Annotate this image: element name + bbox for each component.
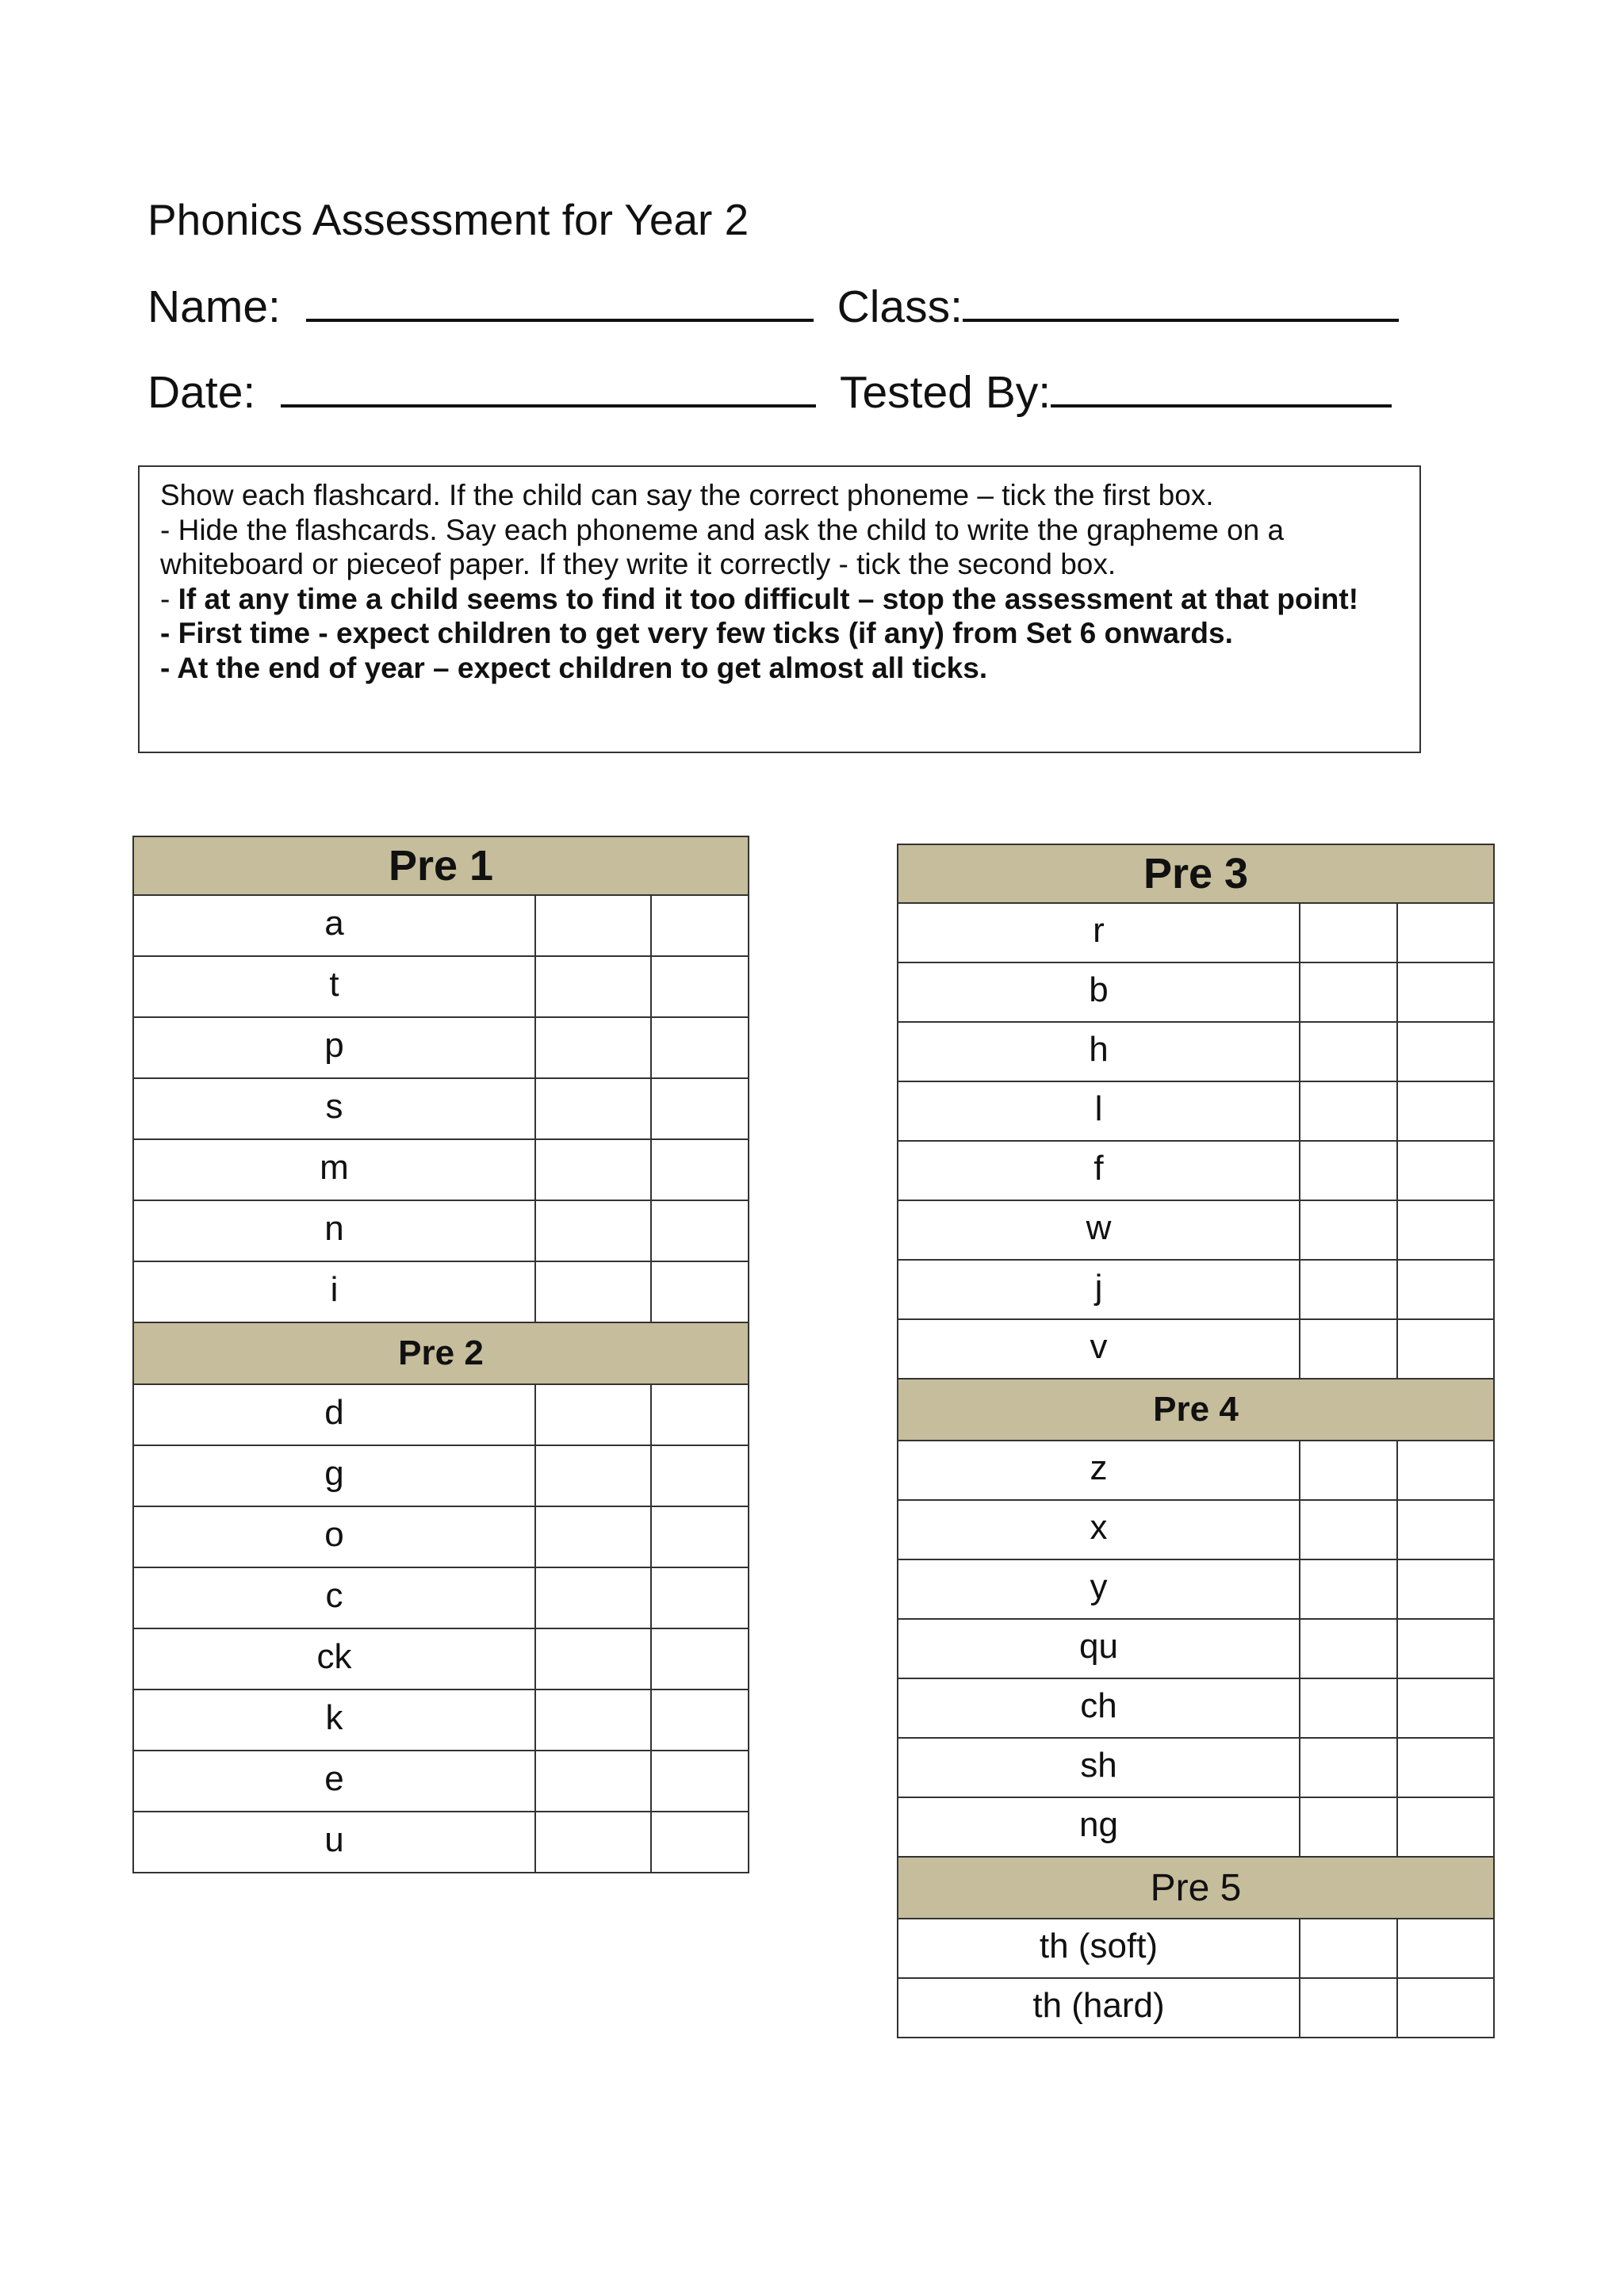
write-tick-box[interactable]	[1397, 1619, 1494, 1678]
grapheme-row	[133, 1078, 749, 1139]
grapheme-row	[133, 1751, 749, 1812]
grapheme-row	[133, 1445, 749, 1506]
grapheme-cell: d	[133, 1384, 535, 1445]
say-tick-box[interactable]	[1300, 1678, 1397, 1738]
name-label: Name:	[147, 281, 281, 332]
instruction-line: - Hide the flashcards. Say each phoneme and ask the child to write the grapheme on a whiteboard or pieceof paper. If they write it correctly - tick the second box.	[160, 513, 1285, 580]
grapheme-row	[898, 1978, 1494, 2038]
grapheme-row	[898, 1797, 1494, 1857]
say-tick-box[interactable]	[1300, 1797, 1397, 1857]
grapheme-cell: h	[898, 1022, 1300, 1081]
set-title: Pre 3	[898, 844, 1494, 903]
date-label: Date:	[147, 367, 256, 418]
grapheme-row	[133, 1689, 749, 1751]
grapheme-cell: v	[898, 1319, 1300, 1379]
say-tick-box[interactable]	[1300, 1200, 1397, 1260]
grapheme-cell: th (soft)	[898, 1919, 1300, 1978]
instruction-line-bold	[160, 582, 1399, 617]
grapheme-cell: ng	[898, 1797, 1300, 1857]
grapheme-row	[898, 1500, 1494, 1559]
say-tick-box[interactable]	[535, 1139, 651, 1200]
set-header-row	[133, 1322, 749, 1384]
grapheme-row	[898, 1260, 1494, 1319]
grapheme-cell: i	[133, 1261, 535, 1322]
grapheme-row	[133, 1200, 749, 1261]
grapheme-cell: e	[133, 1751, 535, 1812]
write-tick-box[interactable]	[1397, 1260, 1494, 1319]
say-tick-box[interactable]	[535, 1200, 651, 1261]
grapheme-row	[133, 1506, 749, 1567]
say-tick-box[interactable]	[535, 956, 651, 1017]
write-tick-box[interactable]	[1397, 1022, 1494, 1081]
tested-by-field[interactable]	[1051, 365, 1392, 408]
say-tick-box[interactable]	[535, 895, 651, 956]
grapheme-cell: l	[898, 1081, 1300, 1141]
instructions-box	[138, 465, 1421, 753]
say-tick-box[interactable]	[535, 1567, 651, 1628]
grapheme-row	[133, 895, 749, 956]
write-tick-box[interactable]	[1397, 1678, 1494, 1738]
page-title: Phonics Assessment for Year 2	[147, 195, 749, 244]
write-tick-box[interactable]	[1397, 1081, 1494, 1141]
tested-by-label: Tested By:	[839, 367, 1051, 418]
write-tick-box[interactable]	[1397, 1919, 1494, 1978]
say-tick-box[interactable]	[1300, 1260, 1397, 1319]
say-tick-box[interactable]	[1300, 1441, 1397, 1500]
grapheme-cell: m	[133, 1139, 535, 1200]
class-field[interactable]	[963, 279, 1399, 322]
write-tick-box[interactable]	[651, 1567, 749, 1628]
write-tick-box[interactable]	[1397, 903, 1494, 962]
grapheme-row	[898, 1319, 1494, 1379]
grapheme-row	[898, 1081, 1494, 1141]
grapheme-cell: j	[898, 1260, 1300, 1319]
write-tick-box[interactable]	[651, 1078, 749, 1139]
say-tick-box[interactable]	[1300, 1141, 1397, 1200]
write-tick-box[interactable]	[651, 1445, 749, 1506]
grapheme-cell: r	[898, 903, 1300, 962]
grapheme-cell: ck	[133, 1628, 535, 1689]
grapheme-cell: x	[898, 1500, 1300, 1559]
set-title: Pre 2	[133, 1322, 749, 1384]
write-tick-box[interactable]	[1397, 962, 1494, 1022]
say-tick-box[interactable]	[535, 1261, 651, 1322]
say-tick-box[interactable]	[1300, 1319, 1397, 1379]
right-assessment-table	[897, 844, 1495, 2038]
name-field[interactable]	[306, 279, 814, 322]
set-header-row	[898, 1857, 1494, 1919]
say-tick-box[interactable]	[535, 1812, 651, 1873]
grapheme-cell: n	[133, 1200, 535, 1261]
say-tick-box[interactable]	[1300, 1081, 1397, 1141]
grapheme-row	[133, 1261, 749, 1322]
say-tick-box[interactable]	[1300, 1978, 1397, 2038]
say-tick-box[interactable]	[535, 1384, 651, 1445]
say-tick-box[interactable]	[535, 1689, 651, 1751]
say-tick-box[interactable]	[1300, 903, 1397, 962]
write-tick-box[interactable]	[651, 1139, 749, 1200]
say-tick-box[interactable]	[1300, 1022, 1397, 1081]
write-tick-box[interactable]	[1397, 1441, 1494, 1500]
set-title: Pre 5	[898, 1857, 1494, 1919]
instruction-line-bold: - At the end of year – expect children to get almost all ticks.	[160, 651, 988, 684]
grapheme-cell: o	[133, 1506, 535, 1567]
name-class-row	[147, 279, 1399, 333]
say-tick-box[interactable]	[1300, 1500, 1397, 1559]
write-tick-box[interactable]	[651, 895, 749, 956]
write-tick-box[interactable]	[651, 1506, 749, 1567]
date-field[interactable]	[281, 365, 816, 408]
say-tick-box[interactable]	[1300, 1919, 1397, 1978]
write-tick-box[interactable]	[651, 1384, 749, 1445]
set-title: Pre 4	[898, 1379, 1494, 1441]
say-tick-box[interactable]	[1300, 962, 1397, 1022]
write-tick-box[interactable]	[651, 1689, 749, 1751]
write-tick-box[interactable]	[1397, 1319, 1494, 1379]
grapheme-cell: b	[898, 962, 1300, 1022]
left-assessment-table	[132, 836, 749, 1873]
grapheme-row	[133, 1628, 749, 1689]
write-tick-box[interactable]	[1397, 1141, 1494, 1200]
grapheme-cell: y	[898, 1559, 1300, 1619]
grapheme-cell: f	[898, 1141, 1300, 1200]
say-tick-box[interactable]	[535, 1445, 651, 1506]
say-tick-box[interactable]	[1300, 1619, 1397, 1678]
grapheme-row	[133, 956, 749, 1017]
grapheme-row	[133, 1384, 749, 1445]
grapheme-row	[898, 1738, 1494, 1797]
write-tick-box[interactable]	[1397, 1797, 1494, 1857]
grapheme-cell: u	[133, 1812, 535, 1873]
write-tick-box[interactable]	[651, 1261, 749, 1322]
grapheme-cell: k	[133, 1689, 535, 1751]
grapheme-cell: g	[133, 1445, 535, 1506]
grapheme-row	[898, 1559, 1494, 1619]
grapheme-row	[133, 1812, 749, 1873]
grapheme-cell: c	[133, 1567, 535, 1628]
grapheme-row	[898, 1441, 1494, 1500]
date-tester-row	[147, 365, 1392, 419]
write-tick-box[interactable]	[1397, 1500, 1494, 1559]
say-tick-box[interactable]	[535, 1506, 651, 1567]
say-tick-box[interactable]	[535, 1017, 651, 1078]
set-header-row	[133, 836, 749, 895]
grapheme-row	[898, 1141, 1494, 1200]
grapheme-row	[898, 1022, 1494, 1081]
grapheme-cell: ch	[898, 1678, 1300, 1738]
grapheme-row	[898, 903, 1494, 962]
write-tick-box[interactable]	[1397, 1738, 1494, 1797]
say-tick-box[interactable]	[535, 1628, 651, 1689]
write-tick-box[interactable]	[651, 1628, 749, 1689]
instruction-line-bold: - First time - expect children to get very few ticks (if any) from Set 6 onwards.	[160, 617, 1233, 649]
grapheme-cell: qu	[898, 1619, 1300, 1678]
grapheme-cell: a	[133, 895, 535, 956]
write-tick-box[interactable]	[651, 1751, 749, 1812]
say-tick-box[interactable]	[535, 1751, 651, 1812]
grapheme-cell: w	[898, 1200, 1300, 1260]
say-tick-box[interactable]	[1300, 1559, 1397, 1619]
write-tick-box[interactable]	[651, 1017, 749, 1078]
write-tick-box[interactable]	[1397, 1978, 1494, 2038]
instruction-bold-text: If at any time a child seems to find it too difficult – stop the assessment at that point!	[178, 582, 1359, 615]
grapheme-row	[898, 1200, 1494, 1260]
grapheme-cell: s	[133, 1078, 535, 1139]
grapheme-cell: th (hard)	[898, 1978, 1300, 2038]
grapheme-row	[133, 1567, 749, 1628]
grapheme-row	[133, 1139, 749, 1200]
grapheme-cell: sh	[898, 1738, 1300, 1797]
say-tick-box[interactable]	[1300, 1738, 1397, 1797]
say-tick-box[interactable]	[535, 1078, 651, 1139]
grapheme-cell: p	[133, 1017, 535, 1078]
write-tick-box[interactable]	[1397, 1559, 1494, 1619]
class-label: Class:	[837, 281, 963, 332]
grapheme-row	[898, 962, 1494, 1022]
grapheme-cell: t	[133, 956, 535, 1017]
instruction-prefix: -	[160, 582, 178, 615]
write-tick-box[interactable]	[651, 1812, 749, 1873]
grapheme-row	[898, 1678, 1494, 1738]
set-title: Pre 1	[133, 836, 749, 895]
write-tick-box[interactable]	[651, 1200, 749, 1261]
write-tick-box[interactable]	[1397, 1200, 1494, 1260]
set-header-row	[898, 844, 1494, 903]
set-header-row	[898, 1379, 1494, 1441]
write-tick-box[interactable]	[651, 956, 749, 1017]
grapheme-row	[133, 1017, 749, 1078]
grapheme-row	[898, 1619, 1494, 1678]
grapheme-row	[898, 1919, 1494, 1978]
instruction-line: Show each flashcard. If the child can say the correct phoneme – tick the first box.	[160, 479, 1214, 511]
grapheme-cell: z	[898, 1441, 1300, 1500]
